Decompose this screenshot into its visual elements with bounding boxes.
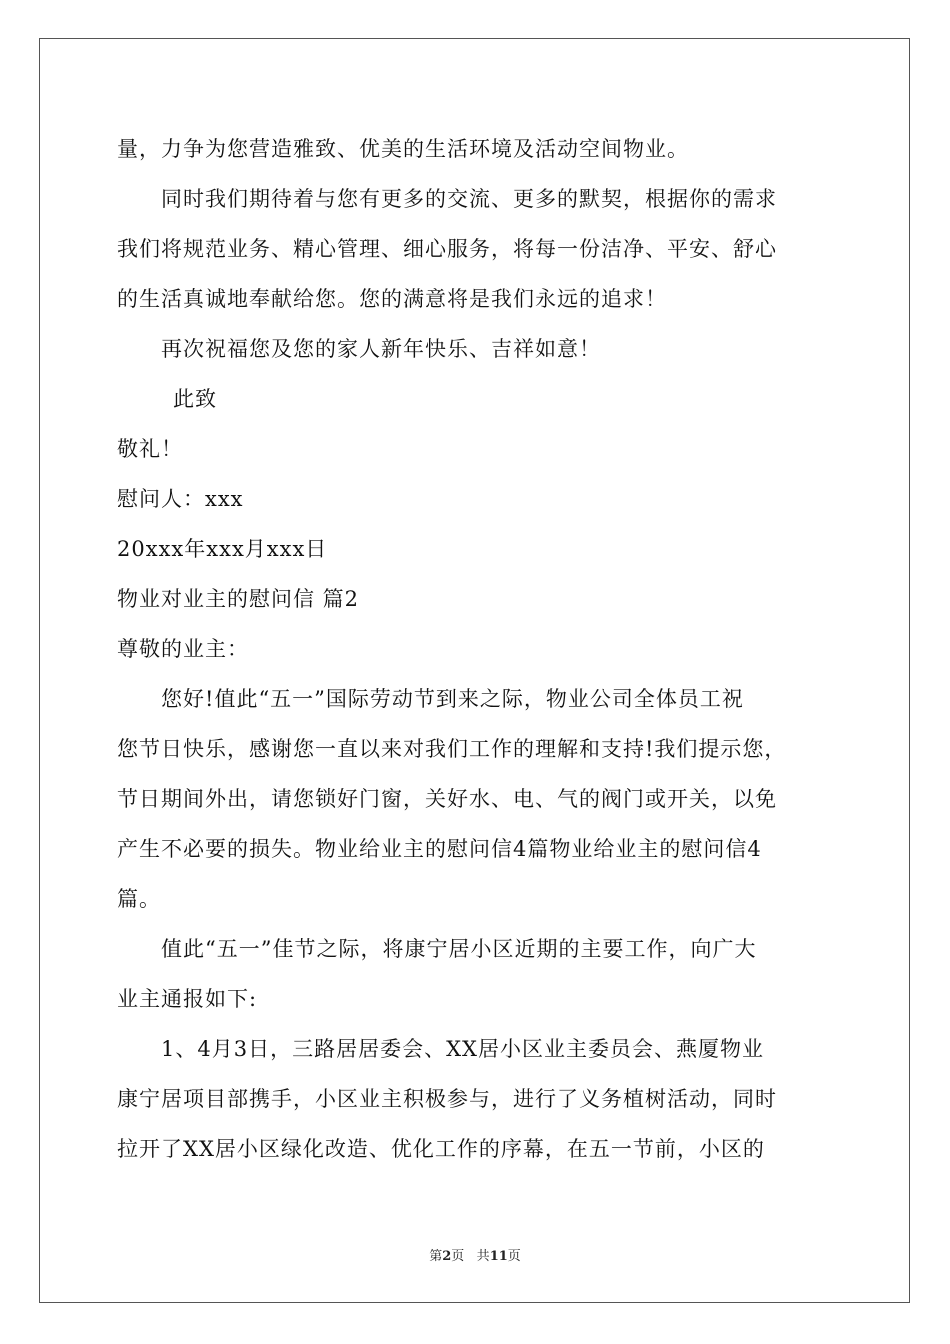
page-number: 2 <box>442 1249 452 1264</box>
text-line: 您好!值此“五一”国际劳动节到来之际，物业公司全体员工祝 <box>161 687 744 711</box>
total-unit: 页 <box>507 1249 521 1264</box>
text-line: 产生不必要的损失。物业给业主的慰问信4篇物业给业主的慰问信4 <box>117 837 762 861</box>
text-line: 节日期间外出，请您锁好门窗，关好水、电、气的阀门或开关，以免 <box>117 787 777 811</box>
page-footer <box>0 1245 950 1264</box>
text-line: 同时我们期待着与您有更多的交流、更多的默契，根据你的需求 <box>161 187 777 211</box>
text-line: 量，力争为您营造雅致、优美的生活环境及活动空间物业。 <box>117 137 689 161</box>
text-line: 拉开了XX居小区绿化改造、优化工作的序幕，在五一节前，小区的 <box>117 1137 765 1161</box>
closing-salutation: 此致 <box>173 387 217 411</box>
page-prefix: 第 <box>429 1249 443 1264</box>
text-line: 业主通报如下: <box>117 987 258 1011</box>
section-title: 物业对业主的慰问信 篇2 <box>117 587 360 611</box>
text-line: 康宁居项目部携手，小区业主积极参与，进行了义务植树活动，同时 <box>117 1087 777 1111</box>
text-line: 的生活真诚地奉献给您。您的满意将是我们永远的追求！ <box>117 287 667 311</box>
closing-regards: 敬礼！ <box>117 437 183 461</box>
text-line: 值此“五一”佳节之际，将康宁居小区近期的主要工作，向广大 <box>161 937 757 961</box>
total-prefix: 共 <box>476 1249 490 1264</box>
text-line: 篇。 <box>117 887 161 911</box>
letter-date: 20xxx年xxx月xxx日 <box>117 537 328 561</box>
text-line: 再次祝福您及您的家人新年快乐、吉祥如意！ <box>161 337 601 361</box>
document-body <box>117 127 837 1177</box>
page-total: 11 <box>489 1249 508 1264</box>
text-line: 您节日快乐，感谢您一直以来对我们工作的理解和支持!我们提示您， <box>117 737 787 761</box>
text-line: 1、4月3日，三路居居委会、XX居小区业主委员会、燕厦物业 <box>161 1037 764 1061</box>
page-unit: 页 <box>451 1249 465 1264</box>
greeting: 尊敬的业主： <box>117 637 249 661</box>
text-line: 我们将规范业务、精心管理、细心服务，将每一份洁净、平安、舒心 <box>117 237 777 261</box>
signatory: 慰问人：xxx <box>117 487 244 511</box>
